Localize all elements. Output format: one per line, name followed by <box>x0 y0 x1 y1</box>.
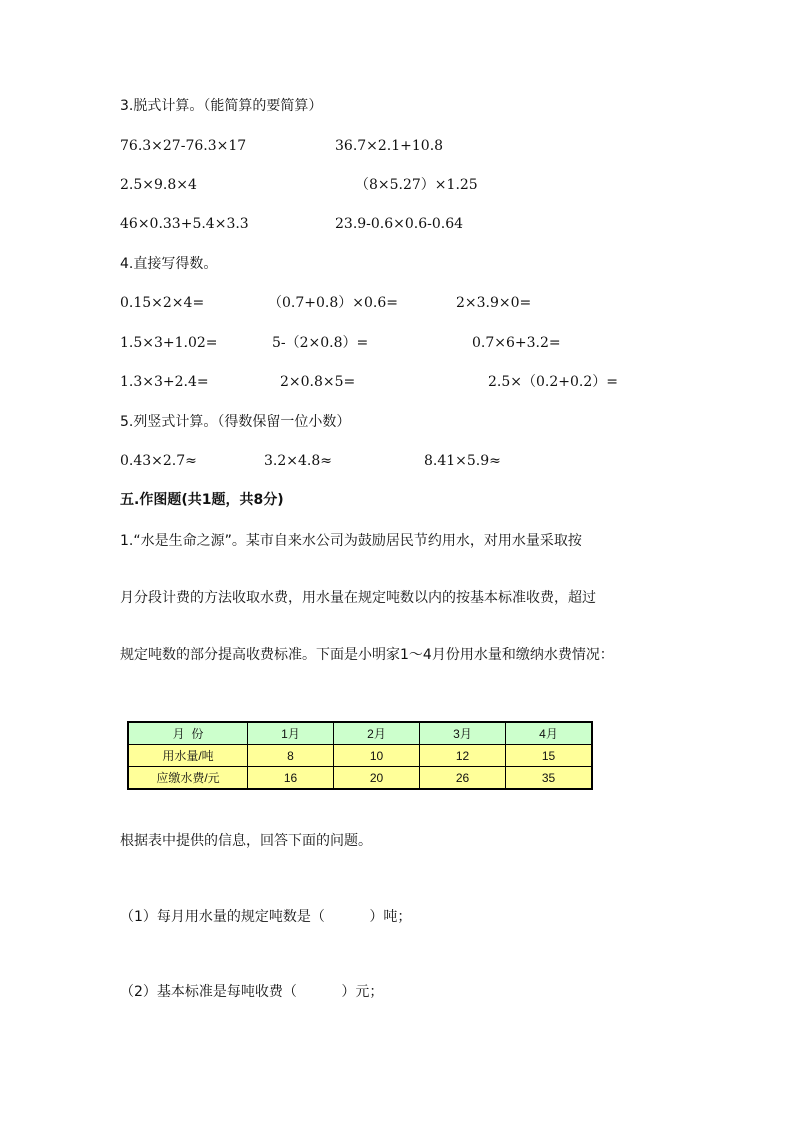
expression: 8.41×5.9≈ <box>424 453 501 469</box>
sub-question-1: （1）每月用水量的规定吨数是（ ）吨； <box>120 909 412 925</box>
question-text-line: 1.“水是生命之源”。某市自来水公司为鼓励居民节约用水，对用水量采取按 <box>120 533 582 549</box>
sub-question-2: （2）基本标准是每吨收费（ ）元； <box>120 984 384 1000</box>
table-header-cell: 3月 <box>420 722 506 745</box>
table-header-cell: 2月 <box>334 722 420 745</box>
table-cell: 15 <box>506 745 593 767</box>
table-cell: 20 <box>334 767 420 790</box>
expression: （8×5.27）×1.25 <box>355 177 478 193</box>
part5-heading: 五.作图题(共1题，共8分) <box>120 492 284 508</box>
table-cell: 26 <box>420 767 506 790</box>
expression: 0.15×2×4= <box>120 295 205 311</box>
table-row <box>128 745 592 767</box>
table-cell: 35 <box>506 767 593 790</box>
expression: （0.7+0.8）×0.6= <box>268 295 398 311</box>
section5-heading: 5.列竖式计算。（得数保留一位小数） <box>120 414 351 430</box>
section3-heading: 3.脱式计算。（能简算的要简算） <box>120 98 323 114</box>
expression: 3.2×4.8≈ <box>264 453 332 469</box>
expression: 2×0.8×5= <box>280 374 356 390</box>
expression: 5-（2×0.8）= <box>272 335 369 351</box>
table-cell: 16 <box>248 767 334 790</box>
table-cell: 10 <box>334 745 420 767</box>
table-header-cell: 4月 <box>506 722 593 745</box>
expression: 2.5×9.8×4 <box>120 177 197 193</box>
table-row <box>128 767 592 790</box>
table-header-row <box>128 722 592 745</box>
question-prompt: 根据表中提供的信息，回答下面的问题。 <box>120 833 372 849</box>
question-text-line: 规定吨数的部分提高收费标准。下面是小明家1～4月份用水量和缴纳水费情况： <box>120 647 614 663</box>
expression: 0.43×2.7≈ <box>120 453 197 469</box>
table-cell: 12 <box>420 745 506 767</box>
question-text-line: 月分段计费的方法收取水费，用水量在规定吨数以内的按基本标准收费，超过 <box>120 590 596 606</box>
table-cell: 8 <box>248 745 334 767</box>
expression: 2×3.9×0= <box>456 295 532 311</box>
expression: 0.7×6+3.2= <box>472 335 561 351</box>
expression: 1.5×3+1.02= <box>120 335 218 351</box>
table-row-label: 应缴水费/元 <box>128 767 248 790</box>
table-row-label: 用水量/吨 <box>128 745 248 767</box>
expression: 46×0.33+5.4×3.3 <box>120 216 249 232</box>
expression: 76.3×27-76.3×17 <box>120 138 247 154</box>
expression: 23.9-0.6×0.6-0.64 <box>335 216 464 232</box>
expression: 1.3×3+2.4= <box>120 374 209 390</box>
water-fee-table <box>127 721 593 790</box>
section4-heading: 4.直接写得数。 <box>120 256 218 272</box>
expression: 2.5×（0.2+0.2）= <box>488 374 618 390</box>
table-header-cell: 月 份 <box>128 722 248 745</box>
expression: 36.7×2.1+10.8 <box>335 138 444 154</box>
table-header-cell: 1月 <box>248 722 334 745</box>
